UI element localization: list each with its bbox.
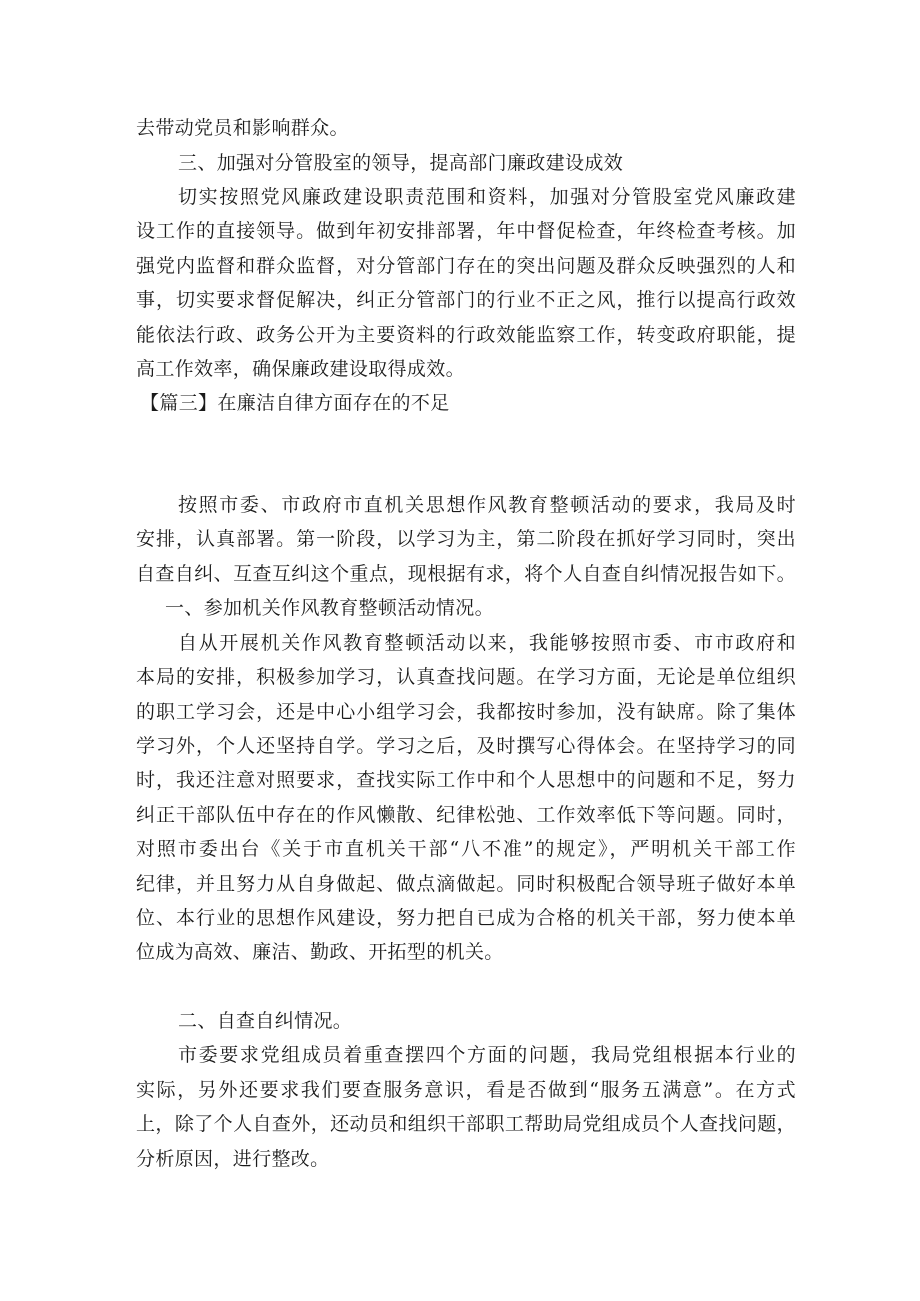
text-line-15: 本局的安排，积极参加学习，认真查找问题。在学习方面，无论是单位组织 (136, 666, 796, 688)
text-line-1: 去带动党员和影响群众。 (136, 117, 349, 139)
text-line-6: 事，切实要求督促解决，纠正分管部门的行业不正之风，推行以提高行政效 (136, 289, 796, 311)
text-line-5: 强党内监督和群众监督，对分管部门存在的突出问题及群众反映强烈的人和 (136, 255, 796, 277)
text-line-28: 分析原因，进行整改。 (136, 1148, 330, 1170)
text-line-26: 实际，另外还要求我们要查服务意识，看是否做到“服务五满意”。在方式 (136, 1079, 796, 1101)
text-line-12: 自查自纠、互查互纠这个重点，现根据有求，将个人自查自纠情况报告如下。 (136, 563, 796, 585)
text-line-4: 设工作的直接领导。做到年初安排部署，年中督促检查，年终检查考核。加 (136, 220, 796, 242)
section-heading-2: 二、自查自纠情况。 (178, 1010, 353, 1032)
text-line-25: 市委要求党组成员着重查摆四个方面的问题，我局党组根据本行业的 (178, 1044, 796, 1066)
text-line-3: 切实按照党风廉政建设职责范围和资料，加强对分管股室党风廉政建 (178, 186, 796, 208)
text-line-8: 高工作效率，确保廉政建设取得成效。 (136, 358, 465, 380)
text-line-20: 对照市委出台《关于市直机关干部“八不准”的规定》，严明机关干部工作 (136, 838, 796, 860)
section-heading-1: 一、参加机关作风教育整顿活动情况。 (165, 597, 494, 619)
text-line-16: 的职工学习会，还是中心小组学习会，我都按时参加，没有缺席。除了集体 (136, 701, 796, 723)
text-line-18: 时，我还注意对照要求，查找实际工作中和个人思想中的问题和不足，努力 (136, 769, 796, 791)
section-heading-3: 三、加强对分管股室的领导，提高部门廉政建设成效 (178, 152, 624, 174)
text-line-19: 纠正干部队伍中存在的作风懒散、纪律松弛、工作效率低下等问题。同时， (136, 804, 796, 826)
text-line-14: 自从开展机关作风教育整顿活动以来，我能够按照市委、市市政府和 (178, 632, 796, 654)
text-line-10: 按照市委、市政府市直机关思想作风教育整顿活动的要求，我局及时 (178, 494, 796, 516)
text-line-11: 安排，认真部署。第一阶段，以学习为主，第二阶段在抓好学习同时，突出 (136, 528, 796, 550)
text-line-23: 位成为高效、廉洁、勤政、开拓型的机关。 (136, 941, 504, 963)
text-line-21: 纪律，并且努力从自身做起、做点滴做起。同时积极配合领导班子做好本单 (136, 873, 796, 895)
chapter-heading: 【篇三】在廉洁自律方面存在的不足 (140, 392, 450, 414)
text-line-17: 学习外，个人还坚持自学。学习之后，及时撰写心得体会。在坚持学习的同 (136, 735, 796, 757)
text-line-27: 上，除了个人自查外，还动员和组织干部职工帮助局党组成员个人查找问题， (136, 1113, 796, 1135)
text-line-7: 能依法行政、政务公开为主要资料的行政效能监察工作，转变政府职能，提 (136, 324, 796, 346)
text-line-22: 位、本行业的思想作风建设，努力把自已成为合格的机关干部，努力使本单 (136, 907, 796, 929)
